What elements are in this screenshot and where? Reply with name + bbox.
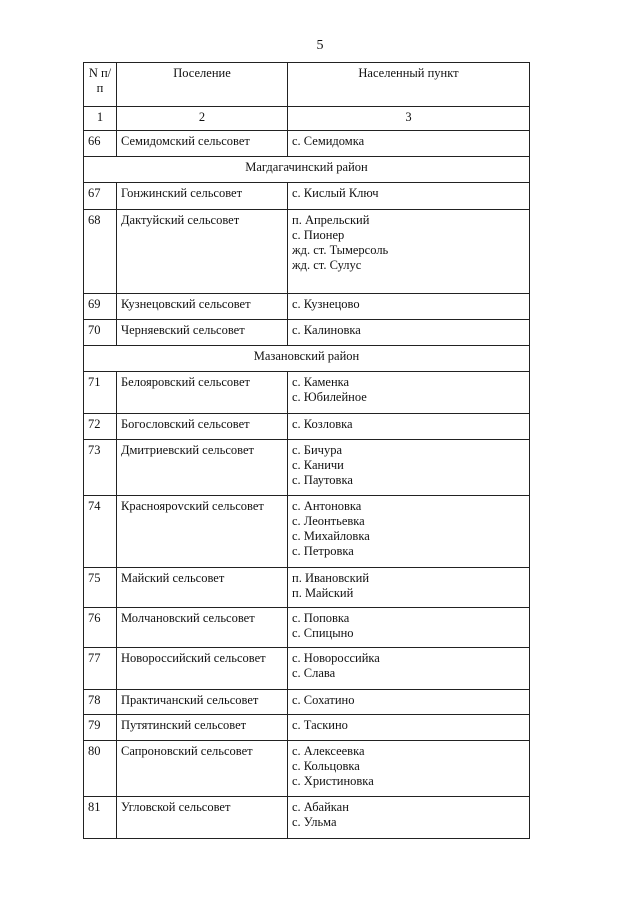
settlement-name: Красноярovский сельсовет	[117, 496, 288, 568]
table-row	[84, 414, 530, 440]
locality-cell	[288, 210, 530, 294]
settlement-name: Дмитриевский сельсовет	[117, 440, 288, 496]
district-label: Магдагачинский район	[84, 157, 530, 183]
district-label: Мазановский район	[84, 346, 530, 372]
settlement-name: Майский сельсовет	[117, 568, 288, 608]
locality-cell	[288, 797, 530, 839]
locality-name: жд. ст. Сулус	[292, 258, 362, 272]
row-number: 76	[84, 608, 117, 648]
locality-name: с. Леонтьевка	[292, 514, 365, 528]
row-number: 72	[84, 414, 117, 440]
header-num: N п/п	[84, 63, 117, 107]
settlement-name: Гонжинский сельсовет	[117, 183, 288, 210]
locality-name: с. Новороссийка	[292, 651, 380, 665]
locality-name: с. Калиновка	[292, 323, 361, 337]
locality-name: с. Слава	[292, 666, 336, 680]
table-row	[84, 372, 530, 414]
locality-cell	[288, 372, 530, 414]
settlement-name: Дактуйский сельсовет	[117, 210, 288, 294]
locality-name: с. Кольцовка	[292, 759, 360, 773]
settlement-name: Молчановский сельсовет	[117, 608, 288, 648]
locality-name: с. Кузнецово	[292, 297, 360, 311]
locality-cell	[288, 648, 530, 690]
locality-name: с. Христиновка	[292, 774, 374, 788]
locality-name: жд. ст. Тымерсоль	[292, 243, 389, 257]
table-row	[84, 320, 530, 346]
table-row	[84, 568, 530, 608]
locality-cell	[288, 440, 530, 496]
locality-name: с. Семидомка	[292, 134, 365, 148]
district-row	[84, 157, 530, 183]
table-row	[84, 797, 530, 839]
locality-name: с. Поповка	[292, 611, 350, 625]
locality-name: с. Бичура	[292, 443, 342, 457]
settlement-name: Белояровский сельсовет	[117, 372, 288, 414]
row-number: 78	[84, 690, 117, 715]
locality-cell	[288, 131, 530, 157]
table-row	[84, 294, 530, 320]
table-row	[84, 183, 530, 210]
locality-cell	[288, 414, 530, 440]
row-number: 75	[84, 568, 117, 608]
locality-cell	[288, 496, 530, 568]
locality-cell	[288, 715, 530, 741]
locality-name: с. Алексеевка	[292, 744, 365, 758]
table-row	[84, 210, 530, 294]
row-number: 81	[84, 797, 117, 839]
row-number: 80	[84, 741, 117, 797]
row-number: 67	[84, 183, 117, 210]
row-number: 73	[84, 440, 117, 496]
locality-name: с. Абайкан	[292, 800, 349, 814]
locality-cell	[288, 741, 530, 797]
table-row	[84, 496, 530, 568]
locality-name: п. Майский	[292, 586, 354, 600]
locality-name: п. Ивановский	[292, 571, 370, 585]
locality-cell	[288, 294, 530, 320]
locality-name: с. Каменка	[292, 375, 350, 389]
locality-name: с. Пионер	[292, 228, 345, 242]
table-row	[84, 741, 530, 797]
row-number: 77	[84, 648, 117, 690]
page-number: 5	[316, 38, 324, 53]
locality-name: с. Антоновка	[292, 499, 362, 513]
header-settlement: Поселение	[117, 63, 288, 107]
locality-cell	[288, 568, 530, 608]
row-number: 70	[84, 320, 117, 346]
column-number-row	[84, 107, 530, 131]
settlement-name: Черняевский сельсовет	[117, 320, 288, 346]
table-row	[84, 715, 530, 741]
locality-cell	[288, 608, 530, 648]
settlement-name: Угловской сельсовет	[117, 797, 288, 839]
column-number-2: 2	[117, 107, 288, 131]
locality-name: с. Петровка	[292, 544, 354, 558]
row-number: 74	[84, 496, 117, 568]
locality-name: с. Спицыно	[292, 626, 354, 640]
locality-name: с. Паутовка	[292, 473, 353, 487]
table-row	[84, 690, 530, 715]
settlement-name: Путятинский сельсовет	[117, 715, 288, 741]
column-number-1: 1	[84, 107, 117, 131]
locality-name: с. Козловка	[292, 417, 353, 431]
settlement-name: Семидомский сельсовет	[117, 131, 288, 157]
locality-name: с. Михайловка	[292, 529, 370, 543]
settlement-name: Сапроновский сельсовет	[117, 741, 288, 797]
locality-name: с. Таскино	[292, 718, 348, 732]
row-number: 79	[84, 715, 117, 741]
table-body	[84, 63, 530, 839]
header-locality: Населенный пункт	[288, 63, 530, 107]
row-number: 68	[84, 210, 117, 294]
locality-name: с. Сохатино	[292, 693, 355, 707]
table-row	[84, 131, 530, 157]
header-row	[84, 63, 530, 107]
column-number-3: 3	[288, 107, 530, 131]
settlement-name: Практичанский сельсовет	[117, 690, 288, 715]
locality-name: с. Ульма	[292, 815, 337, 829]
locality-cell	[288, 320, 530, 346]
table-row	[84, 440, 530, 496]
locality-name: с. Кислый Ключ	[292, 186, 379, 200]
table-row	[84, 648, 530, 690]
locality-name: с. Каничи	[292, 458, 344, 472]
row-number: 71	[84, 372, 117, 414]
table-row	[84, 608, 530, 648]
settlement-name: Кузнецовский сельсовет	[117, 294, 288, 320]
locality-name: с. Юбилейное	[292, 390, 367, 404]
locality-name: п. Апрельский	[292, 213, 370, 227]
settlement-name: Богословский сельсовет	[117, 414, 288, 440]
district-row	[84, 346, 530, 372]
row-number: 69	[84, 294, 117, 320]
settlement-name: Новороссийский сельсовет	[117, 648, 288, 690]
locality-cell	[288, 690, 530, 715]
row-number: 66	[84, 131, 117, 157]
settlements-table	[83, 62, 530, 839]
locality-cell	[288, 183, 530, 210]
